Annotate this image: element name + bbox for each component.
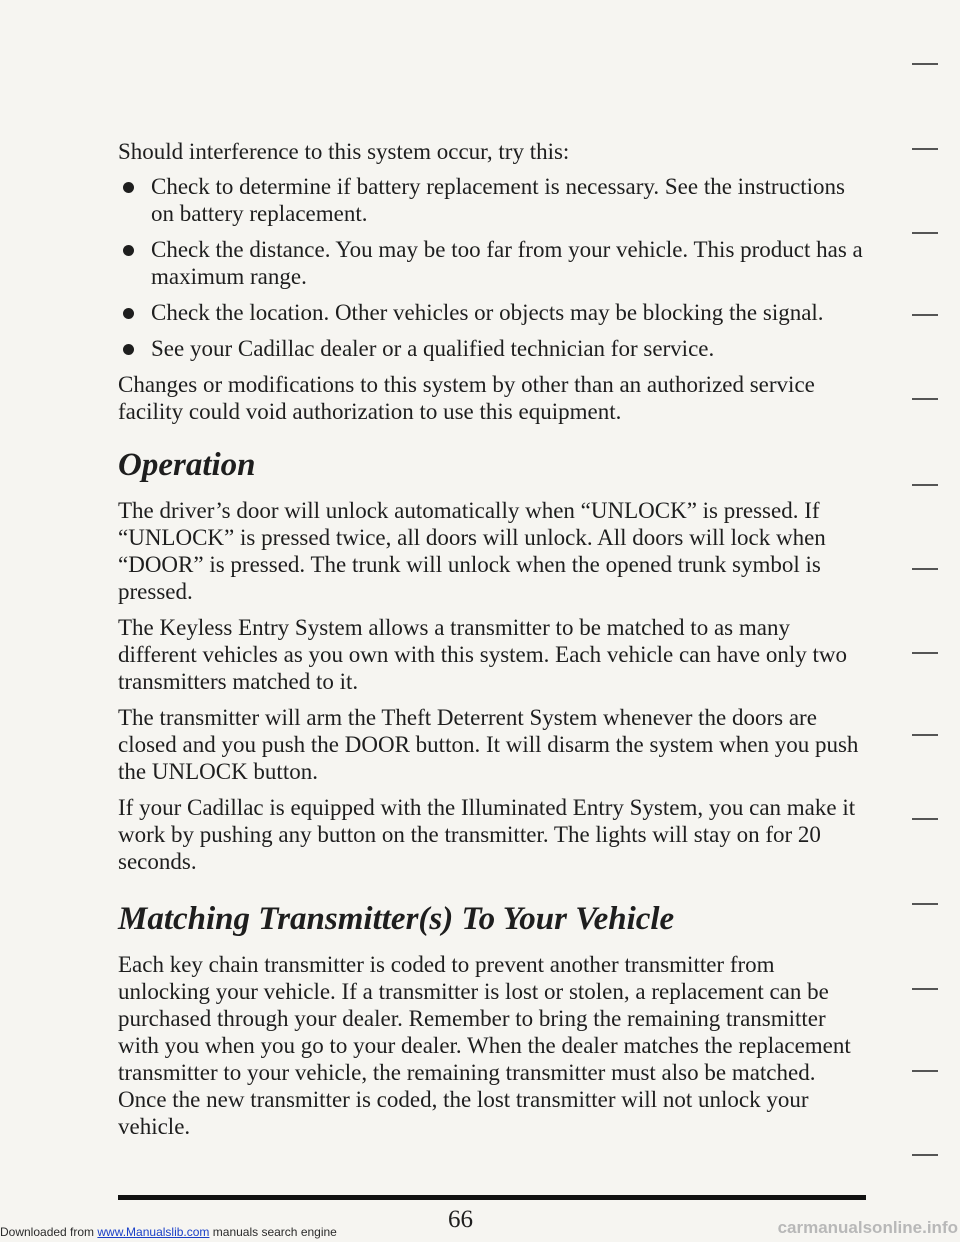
margin-tick bbox=[912, 734, 938, 736]
modifications-warning: Changes or modifications to this system by other than an authorized service facility could void authorization to use this equipment. bbox=[118, 372, 815, 424]
margin-tick bbox=[912, 1070, 938, 1072]
operation-paragraph: If your Cadillac is equipped with the Illuminated Entry System, you can make it work by pushing any button on the transmitter. The lights will stay on for 20 seconds. bbox=[118, 795, 856, 874]
operation-paragraph: The driver’s door will unlock automatically when “UNLOCK” is pressed. If “UNLOCK” is pressed twice, all doors will unlock. All doors will lock when “DOOR” is pressed. The trunk will unlock when the opened trunk symbol is pressed. bbox=[118, 498, 826, 604]
operation-paragraph: The Keyless Entry System allows a transmitter to be matched to as many different vehicles as you own with this system. Each vehicle can have only two transmitters matched to it. bbox=[118, 615, 847, 694]
margin-tick bbox=[912, 63, 938, 65]
troubleshooting-list bbox=[118, 173, 863, 362]
footer-rule bbox=[118, 1195, 866, 1200]
bullet-icon bbox=[123, 245, 134, 256]
matching-paragraph: Each key chain transmitter is coded to prevent another transmitter from unlocking your vehicle. If a transmitter is lost or stolen, a replacement can be purchased through your dealer. Remember to bring the remaining transmitter with you when you go to your dealer. When the dealer matches the replacement transmitter to your vehicle, the remaining transmitter must also be matched. Once the new transmitter is coded, the lost transmitter will not unlock your vehicle. bbox=[118, 952, 851, 1139]
list-item bbox=[118, 299, 863, 326]
operation-heading: Operation bbox=[118, 447, 256, 483]
download-footer bbox=[0, 1224, 337, 1240]
list-item bbox=[118, 236, 863, 290]
bullet-icon bbox=[123, 182, 134, 193]
margin-tick bbox=[912, 988, 938, 990]
footer-suffix: manuals search engine bbox=[209, 1225, 337, 1239]
margin-tick bbox=[912, 148, 938, 150]
margin-tick bbox=[912, 652, 938, 654]
margin-tick bbox=[912, 484, 938, 486]
list-item-text: Check the location. Other vehicles or objects may be blocking the signal. bbox=[151, 300, 824, 325]
list-item bbox=[118, 173, 863, 227]
operation-paragraph: The transmitter will arm the Theft Deterrent System whenever the doors are closed and you push the DOOR button. It will disarm the system when you push the UNLOCK button. bbox=[118, 705, 859, 784]
page-content bbox=[118, 138, 863, 1149]
matching-heading: Matching Transmitter(s) To Your Vehicle bbox=[118, 901, 675, 937]
watermark: carmanualsonline.info bbox=[777, 1218, 958, 1237]
bullet-icon bbox=[123, 344, 134, 355]
margin-tick bbox=[912, 398, 938, 400]
margin-tick bbox=[912, 903, 938, 905]
margin-tick bbox=[912, 1154, 938, 1156]
margin-tick bbox=[912, 232, 938, 234]
page-number: 66 bbox=[448, 1206, 473, 1233]
list-item-text: Check the distance. You may be too far from your vehicle. This product has a maximum range. bbox=[151, 237, 863, 289]
list-item-text: Check to determine if battery replacement is necessary. See the instructions on battery replacement. bbox=[151, 174, 846, 226]
list-item bbox=[118, 335, 863, 362]
interference-intro: Should interference to this system occur, try this: bbox=[118, 139, 570, 164]
bullet-icon bbox=[123, 308, 134, 319]
list-item-text: See your Cadillac dealer or a qualified technician for service. bbox=[151, 336, 715, 361]
margin-tick bbox=[912, 568, 938, 570]
margin-tick bbox=[912, 818, 938, 820]
margin-tick bbox=[912, 314, 938, 316]
footer-prefix: Downloaded from bbox=[0, 1225, 98, 1239]
manualslib-link[interactable]: www.Manualslib.com bbox=[97, 1225, 210, 1239]
